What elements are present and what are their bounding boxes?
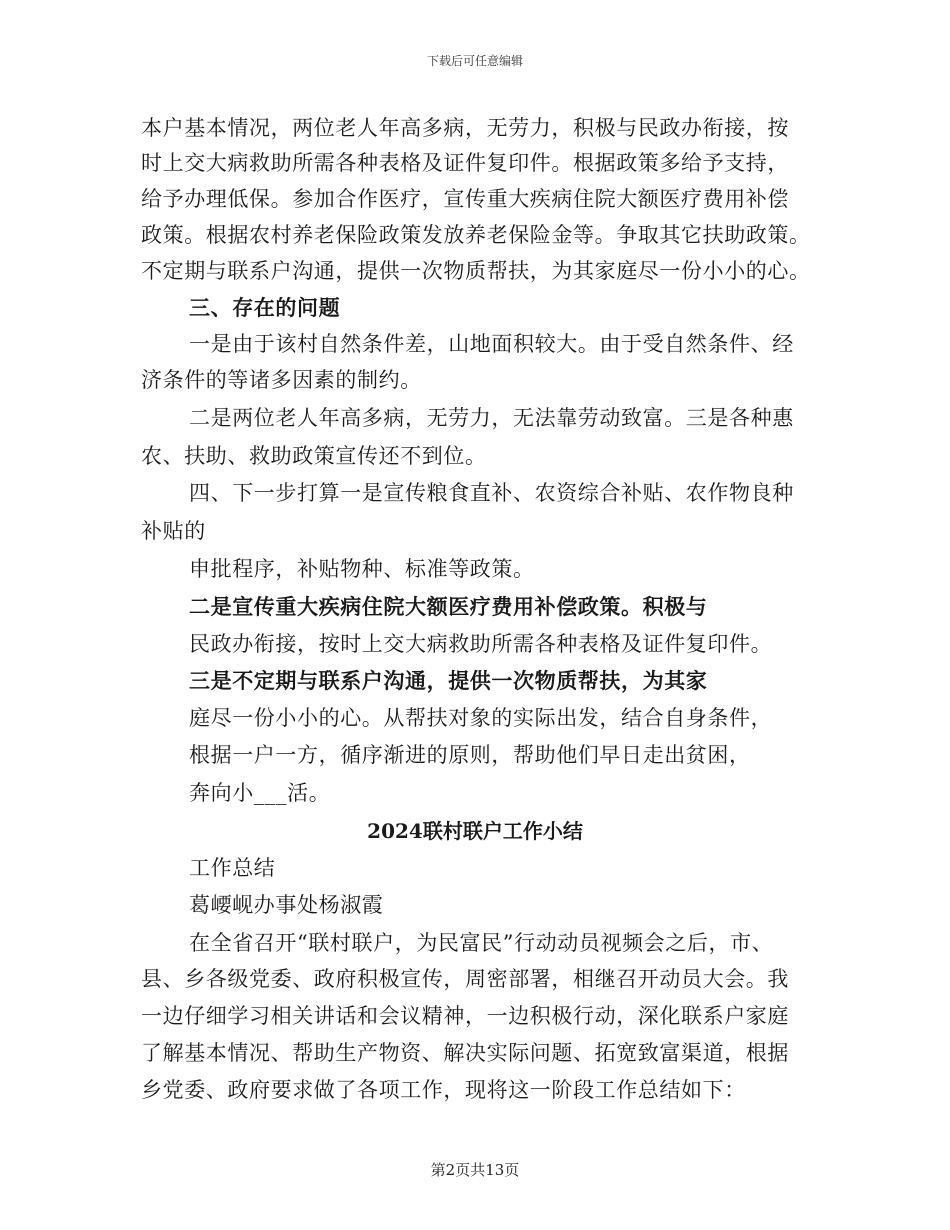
text-line: 在全省召开“联村联户，为民富民”行动动员视频会之后，市、 [189, 931, 774, 955]
text-line: 济条件的等诸多因素的制约。 [141, 368, 422, 392]
text-line: 庭尽一份小小的心。从帮扶对象的实际出发，结合自身条件， [189, 706, 773, 730]
page-header: 下载后可任意编辑 [426, 54, 523, 68]
text-line: 二是两位老人年高多病，无劳力，无法靠劳动致富。三是各种惠 [189, 406, 794, 430]
section-heading: 三、存在的问题 [189, 295, 341, 320]
text-line: 民政办衔接，按时上交大病救助所需各种表格及证件复印件。 [189, 632, 773, 656]
text-line: 四、下一步打算一是宣传粮食直补、农资综合补贴、农作物良种 [189, 481, 794, 505]
bold-text-line: 三是不定期与联系户沟通，提供一次物质帮扶，为其家 [189, 668, 708, 693]
text-line: 时上交大病救助所需各种表格及证件复印件。根据政策多给予支持， [141, 151, 789, 175]
text-line: 申批程序，补贴物种、标准等政策。 [189, 557, 535, 581]
text-line: 本户基本情况，两位老人年高多病，无劳力，积极与民政办衔接，按 [141, 116, 789, 140]
text-line: 农、扶助、救助政策宣传还不到位。 [141, 444, 487, 468]
text-line: 工作总结 [189, 856, 276, 880]
page-footer: 第2页共13页 [430, 1161, 520, 1179]
bold-text-line: 二是宣传重大疾病住院大额医疗费用补偿政策。积极与 [189, 594, 708, 619]
text-line: 不定期与联系户沟通，提供一次物质帮扶，为其家庭尽一份小小的心。 [141, 259, 811, 283]
text-line: 根据一户一方，循序渐进的原则，帮助他们早日走出贫困， [189, 743, 751, 767]
text-line: 一是由于该村自然条件差，山地面积较大。由于受自然条件、经 [189, 332, 794, 356]
section-title: 2024联村联户工作小结 [367, 819, 583, 843]
text-line: 奔向小___活。 [189, 781, 331, 805]
author-line: 葛崾岘办事处杨淑霞 [189, 893, 384, 917]
text-line: 补贴的 [141, 519, 206, 543]
text-line: 一边仔细学习相关讲话和会议精神，一边积极行动，深化联系户家庭 [141, 1004, 789, 1028]
text-line: 了解基本情况、帮助生产物资、解决实际问题、拓宽致富渠道，根据 [141, 1041, 789, 1065]
text-line: 县、乡各级党委、政府积极宣传，周密部署，相继召开动员大会。我 [141, 967, 789, 991]
text-line: 政策。根据农村养老保险政策发放养老保险金等。争取其它扶助政策。 [141, 223, 811, 247]
text-line: 乡党委、政府要求做了各项工作，现将这一阶段工作总结如下： [141, 1078, 746, 1102]
text-line: 给予办理低保。参加合作医疗，宣传重大疾病住院大额医疗费用补偿 [141, 187, 789, 211]
